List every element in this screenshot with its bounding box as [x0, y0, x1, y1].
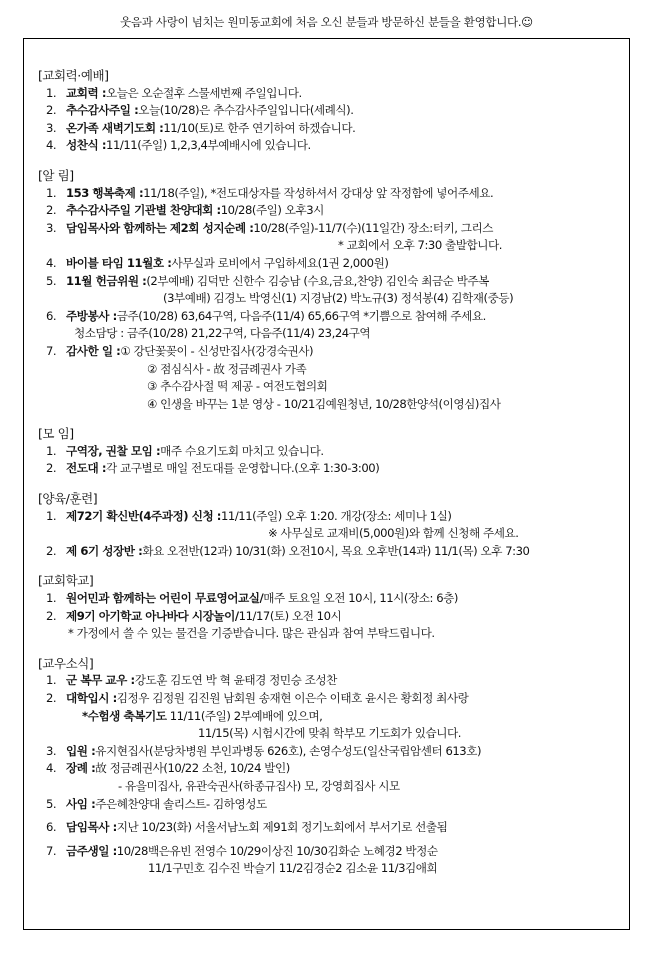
item-number: 1.: [46, 591, 57, 606]
item-number: 1.: [46, 185, 57, 200]
item-label: 장례 :: [66, 761, 96, 776]
item-number: 5.: [46, 796, 57, 811]
item-text: 지난 10/23(화) 서울서남노회 제91회 정기노회에서 부서기로 선출됨: [116, 820, 448, 835]
item-number: 6.: [46, 308, 57, 323]
item-continuation: 11/1구민호 김수진 박슬기 11/2김경순2 김소윤 11/3김애희: [148, 861, 438, 876]
item-number: 7.: [46, 843, 57, 858]
item-label: 바이블 타임 11월호 :: [66, 255, 172, 270]
list-item: [38, 690, 623, 708]
item-text: 10/28(주일)-11/7(수)(11일간) 장소:터키, 그리스: [253, 220, 493, 235]
item-number: 1.: [46, 443, 57, 458]
item-label: 금주생일 :: [66, 843, 117, 858]
item-text: 매주 수요기도회 마치고 있습니다.: [160, 443, 324, 458]
item-label: *수험생 축복기도: [82, 708, 167, 723]
item-number: 3.: [46, 120, 57, 135]
section-meetings: [38, 425, 623, 478]
item-number: 1.: [46, 85, 57, 100]
item-number: 2.: [46, 103, 57, 118]
section-title: [양육/훈련]: [38, 491, 98, 507]
item-label: 전도대 :: [66, 461, 107, 476]
welcome-header: 웃음과 사랑이 넘치는 원미동교회에 처음 오신 분들과 방문하신 분들을 환영합니다.☺: [120, 15, 533, 29]
item-continuation: ② 점심식사 - 故 정금례권사 가족: [147, 361, 307, 376]
list-item: [38, 273, 623, 291]
list-item: [38, 220, 623, 238]
item-continuation: 11/15(목) 시험시간에 맞춰 학부모 기도회가 있습니다.: [198, 726, 461, 741]
item-text: 강도훈 김도연 박 혁 윤태경 정민승 조성찬: [134, 673, 337, 688]
list-item: [38, 460, 623, 478]
item-number: 2.: [46, 461, 57, 476]
item-number: 3.: [46, 743, 57, 758]
list-item: [38, 843, 623, 861]
item-label: 추수감사주일 기관별 찬양대회 :: [66, 203, 221, 218]
list-item: [38, 590, 623, 608]
item-text: 유지현집사(분당차병원 부인과병동 626호), 손영수성도(일산국립암센터 613호): [95, 743, 482, 758]
list-item: [38, 255, 623, 273]
item-number: 2.: [46, 691, 57, 705]
item-label: 군 복무 교우 :: [66, 673, 135, 688]
item-continuation: (3부예배) 김경노 박영신(1) 지경남(2) 박노규(3) 정석봉(4) 김학재(중등): [163, 291, 514, 306]
item-label: 감사한 일 :: [66, 343, 121, 358]
section-title: [교회학교]: [38, 573, 94, 589]
item-text: 11/11(주일) 오후 1:20. 개강(장소: 세미나 1실): [221, 508, 452, 523]
section-notices: [38, 167, 623, 413]
section-worship: [38, 67, 623, 155]
list-item: [38, 202, 623, 220]
item-label: 11월 헌금위원 :: [66, 273, 147, 288]
item-number: 7.: [46, 343, 57, 358]
item-text: ① 강단꽃꽂이 - 신성만집사(강경숙권사): [120, 343, 314, 358]
item-label: 입원 :: [66, 743, 96, 758]
item-label: 제9기 아기학교 아나바다 시장놀이/: [66, 608, 239, 623]
list-item: [38, 819, 623, 837]
item-text: 11/10(토)로 한주 연기하여 하겠습니다.: [163, 120, 356, 135]
list-item: [38, 85, 623, 103]
item-number: 5.: [46, 273, 57, 288]
list-item: [38, 308, 623, 326]
section-member-news: [38, 655, 623, 878]
item-text: 오늘은 오순절후 스물세번째 주일입니다.: [106, 85, 302, 100]
item-text: 김정우 김정원 김진원 남회원 송재현 이은수 이태호 윤시은 황회정 최사랑: [116, 691, 469, 705]
item-number: 2.: [46, 203, 57, 218]
item-continuation: ③ 추수감사절 떡 제공 - 여전도협의회: [147, 379, 328, 394]
list-item: [38, 343, 623, 361]
item-label: 153 행복축제 :: [66, 185, 144, 200]
section-title: [교회력·예배]: [38, 68, 109, 83]
item-label: 교회력 :: [66, 85, 107, 100]
item-text: 故 정금례권사(10/22 소천, 10/24 발인): [95, 761, 290, 776]
list-item: [38, 185, 623, 203]
list-item: [38, 743, 623, 761]
section-title: [알 림]: [38, 167, 74, 183]
item-label: 제72기 확신반(4주과정) 신청 :: [66, 508, 221, 523]
item-label: 담임목사 :: [66, 820, 117, 835]
section-training: [38, 490, 623, 560]
item-continuation: ④ 인생을 바꾸는 1분 영상 - 10/21김예원청년, 10/28한양석(이영심)집사: [147, 396, 501, 411]
item-text: 매주 토요일 오전 10시, 11시(장소: 6층): [263, 591, 458, 606]
item-text: 10/28백은유빈 전영수 10/29이상진 10/30김화순 노혜경2 박정순: [116, 843, 438, 858]
item-label: 온가족 새벽기도회 :: [66, 120, 164, 135]
list-item: [38, 543, 623, 561]
item-number: 1.: [46, 508, 57, 523]
section-church-school: [38, 572, 623, 642]
item-label: 주방봉사 :: [66, 308, 117, 323]
item-text: 11/18(주일), *전도대상자를 작성하셔서 강대상 앞 작정함에 넣어주세요.: [143, 185, 494, 200]
item-text: 화요 오전반(12과) 10/31(화) 오전10시, 목요 오후반(14과) 11/1(목) 오후 7:30: [142, 543, 530, 558]
item-number: 4.: [46, 255, 57, 270]
item-continuation: 청소담당 : 금주(10/28) 21,22구역, 다음주(11/4) 23,24구역: [74, 326, 371, 341]
bulletin-box: [23, 38, 630, 930]
item-number: 6.: [46, 820, 57, 835]
item-number: 3.: [46, 220, 57, 235]
list-item: [38, 137, 623, 155]
list-item: [38, 120, 623, 138]
list-item: [38, 796, 623, 814]
item-continuation: ※ 사무실로 교재비(5,000원)와 함께 신청해 주세요.: [268, 526, 519, 541]
item-number: 2.: [46, 543, 57, 558]
item-text: (2부예배) 김덕만 신한수 김승남 (수요,금요,찬양) 김인숙 최금순 박주복: [146, 273, 489, 288]
item-number: 4.: [46, 138, 57, 153]
item-text: 11/11(주일) 2부예배에 있으며,: [166, 708, 323, 723]
item-text: 금주(10/28) 63,64구역, 다음주(11/4) 65,66구역 *기쁨으로 참여해 주세요.: [116, 308, 486, 323]
item-label: 추수감사주일 :: [66, 103, 139, 118]
item-continuation: - 유을미집사, 유관숙권사(하종규집사) 모, 강영희집사 시모: [118, 778, 400, 793]
list-item: [38, 508, 623, 526]
list-item: [38, 443, 623, 461]
item-text: 오늘(10/28)은 추수감사주일입니다(세례식).: [138, 103, 354, 118]
item-label: 성찬식 :: [66, 138, 107, 153]
list-item: [38, 672, 623, 690]
item-label: 담임목사와 함께하는 제2회 성지순례 :: [66, 220, 254, 235]
item-label: 사임 :: [66, 796, 96, 811]
list-item: [38, 760, 623, 778]
item-text: 11/11(주일) 1,2,3,4부예배시에 있습니다.: [106, 138, 311, 153]
list-item: [38, 102, 623, 120]
item-text: 10/28(주일) 오후3시: [220, 203, 324, 218]
item-text: 11/17(토) 오전 10시: [238, 608, 342, 623]
item-text: 각 교구별로 매일 전도대를 운영합니다.(오후 1:30-3:00): [106, 461, 380, 476]
item-continuation: * 교회에서 오후 7:30 출발합니다.: [338, 238, 503, 253]
list-item: [38, 608, 623, 626]
item-text: 주은혜찬양대 솔리스트- 김하영성도: [95, 796, 267, 811]
item-continuation: [38, 708, 623, 726]
item-label: 구역장, 권찰 모임 :: [66, 443, 161, 458]
item-label: 제 6기 성장반 :: [66, 543, 143, 558]
section-title: [교우소식]: [38, 655, 94, 671]
item-label: 대학입시 :: [66, 691, 117, 705]
item-text: 사무실과 로비에서 구입하세요(1권 2,000원): [171, 255, 389, 270]
section-title: [모 임]: [38, 426, 74, 442]
bulletin-content: [38, 63, 623, 890]
item-continuation: * 가정에서 쓸 수 있는 물건을 기증받습니다. 많은 관심과 참여 부탁드립니다.: [68, 626, 435, 641]
item-number: 4.: [46, 761, 57, 776]
item-number: 1.: [46, 673, 57, 688]
item-label: 원어민과 함께하는 어린이 무료영어교실/: [66, 591, 264, 606]
item-number: 2.: [46, 608, 57, 623]
